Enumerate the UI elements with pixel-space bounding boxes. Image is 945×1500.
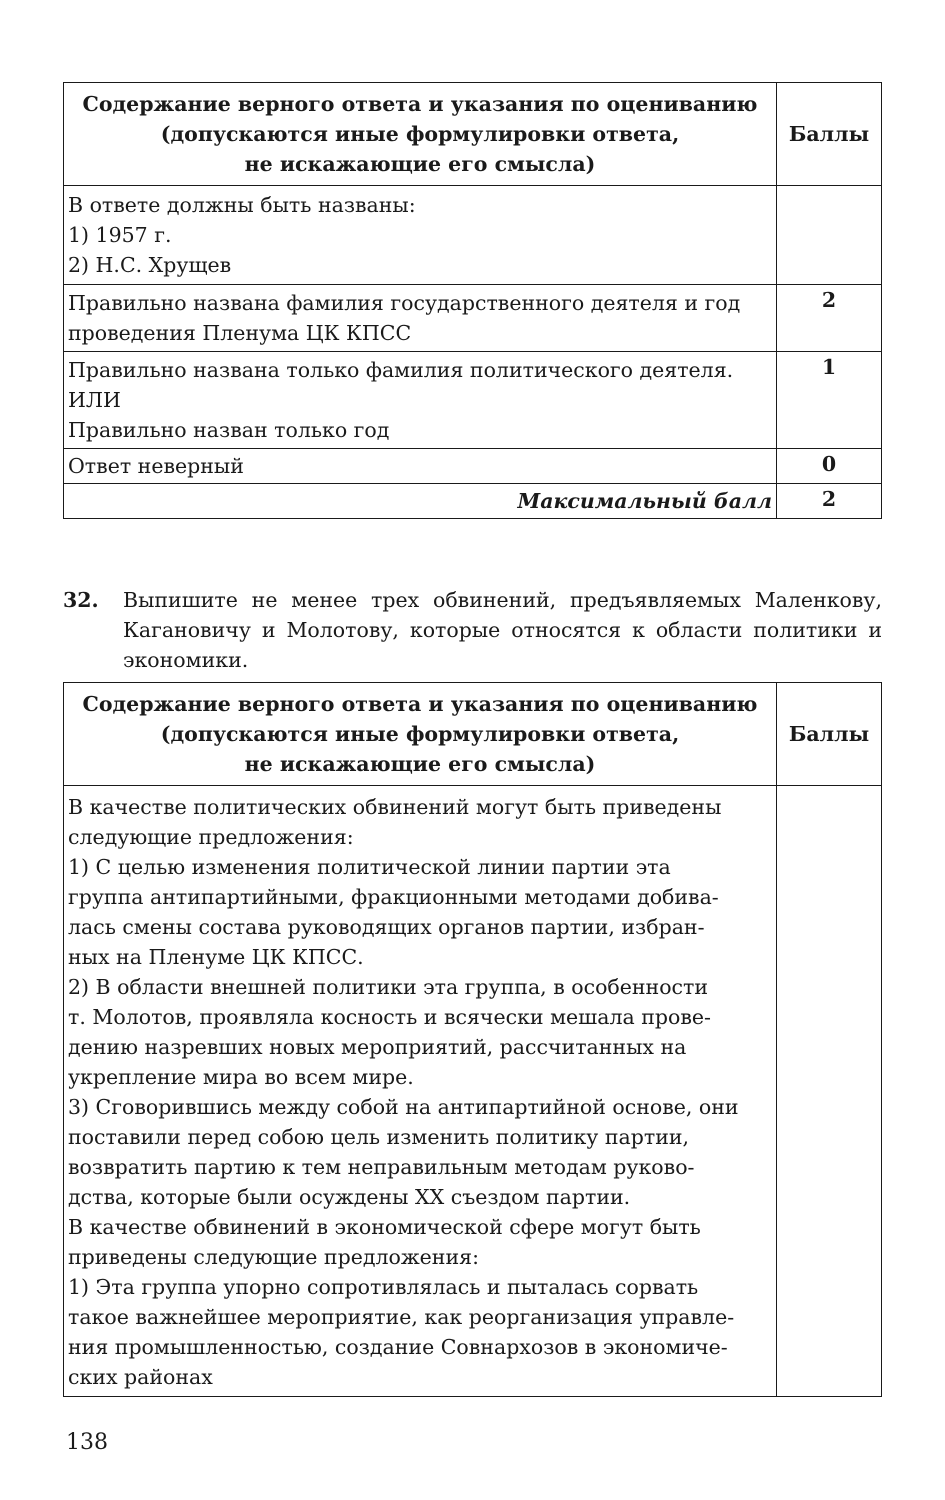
criterion-cell [64, 285, 777, 352]
answer-line: лась смены состава руководящих органов партии, избран- [68, 915, 705, 939]
criterion-cell [64, 352, 777, 449]
header-line: не искажающие его смысла) [244, 152, 596, 176]
header-line: (допускаются иные формулировки ответа, [160, 122, 680, 146]
answer-line: такое важнейшее мероприятие, как реорганизация управле- [68, 1305, 735, 1329]
criterion-line: Правильно назван только год [68, 418, 390, 442]
answer-line: ния промышленностью, создание Совнархозов в экономиче- [68, 1335, 728, 1359]
header-content-cell [64, 83, 777, 186]
answer-line: дению назревших новых мероприятий, рассчитанных на [68, 1035, 687, 1059]
answer-line: дства, которые были осуждены XX съездом партии. [68, 1185, 631, 1209]
table-row [64, 786, 882, 1397]
empty-score-cell [777, 186, 882, 285]
max-score-value: 2 [777, 484, 882, 519]
criterion-line: Правильно названа фамилия государственного деятеля и год [68, 291, 741, 315]
answer-line: В качестве политических обвинений могут быть приведены [68, 795, 722, 819]
criterion-line: Ответ неверный [68, 454, 244, 478]
table-header-row [64, 83, 882, 186]
table-row [64, 285, 882, 352]
answer-line: поставили перед собою цель изменить политику партии, [68, 1125, 690, 1149]
task-number: 32. [63, 588, 99, 612]
answer-line: следующие предложения: [68, 825, 354, 849]
header-content-cell [64, 683, 777, 786]
scoring-table-2 [63, 682, 882, 1397]
scoring-table-1 [63, 82, 882, 519]
criterion-line: Правильно названа только фамилия политического деятеля. [68, 358, 734, 382]
answer-line: приведены следующие предложения: [68, 1245, 479, 1269]
table-row [64, 186, 882, 285]
answer-line: 2) Н.С. Хрущев [68, 253, 232, 277]
header-score-cell: Баллы [777, 683, 882, 786]
answer-line: ских районах [68, 1365, 213, 1389]
header-score-cell: Баллы [777, 83, 882, 186]
criterion-cell [64, 449, 777, 484]
answer-line: возвратить партию к тем неправильным методам руково- [68, 1155, 695, 1179]
task-text: Выпишите не менее трех обвинений, предъявляемых Маленкову, Кагановичу и Молотову, которые относятся к области политики и экономики. [123, 588, 882, 672]
answer-line: т. Молотов, проявляла косность и всячески мешала прове- [68, 1005, 711, 1029]
answer-line: укрепление мира во всем мире. [68, 1065, 414, 1089]
score-cell: 2 [777, 285, 882, 352]
task-32 [63, 585, 882, 675]
header-line: Содержание верного ответа и указания по оцениванию [82, 692, 758, 716]
score-cell: 0 [777, 449, 882, 484]
page-number: 138 [66, 1430, 108, 1455]
answer-line: 1) Эта группа упорно сопротивлялась и пыталась сорвать [68, 1275, 699, 1299]
header-line: не искажающие его смысла) [244, 752, 596, 776]
max-score-label: Максимальный балл [64, 484, 777, 519]
answer-line: 1) С целью изменения политической линии партии эта [68, 855, 671, 879]
table-row [64, 352, 882, 449]
answer-line: 3) Сговорившись между собой на антипартийной основе, они [68, 1095, 739, 1119]
header-line: Содержание верного ответа и указания по оцениванию [82, 92, 758, 116]
answer-cell [64, 186, 777, 285]
table-header-row [64, 683, 882, 786]
answer-cell [64, 786, 777, 1397]
answer-line: В ответе должны быть названы: [68, 193, 416, 217]
criterion-line: ИЛИ [68, 388, 121, 412]
header-line: (допускаются иные формулировки ответа, [160, 722, 680, 746]
table-row [64, 449, 882, 484]
table-row [64, 484, 882, 519]
answer-line: 1) 1957 г. [68, 223, 172, 247]
empty-score-cell [777, 786, 882, 1397]
answer-line: группа антипартийными, фракционными методами добива- [68, 885, 719, 909]
score-cell: 1 [777, 352, 882, 449]
answer-line: 2) В области внешней политики эта группа, в особенности [68, 975, 709, 999]
answer-line: В качестве обвинений в экономической сфере могут быть [68, 1215, 701, 1239]
criterion-line: проведения Пленума ЦК КПСС [68, 321, 412, 345]
answer-line: ных на Пленуме ЦК КПСС. [68, 945, 364, 969]
